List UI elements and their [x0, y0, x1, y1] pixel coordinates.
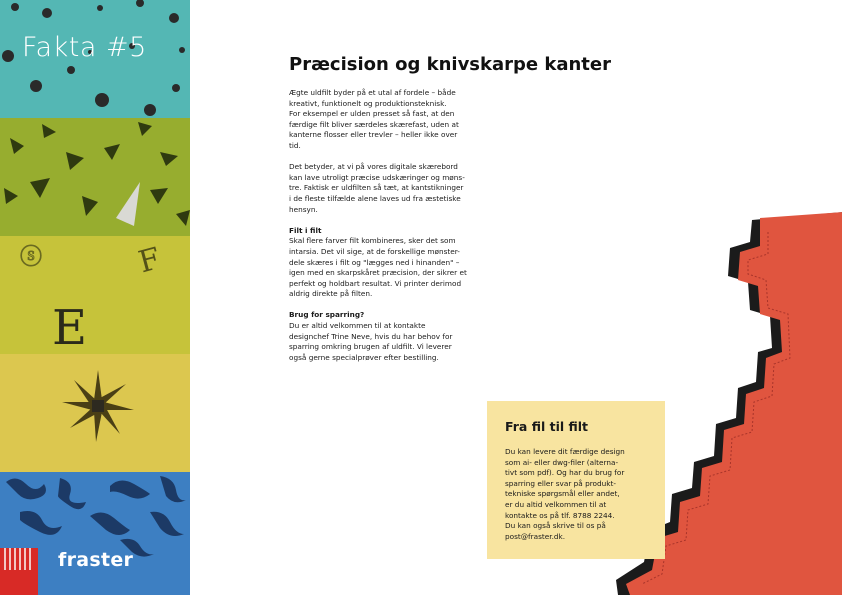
- line: også gerne specialprøver efter bestilling.: [289, 352, 439, 362]
- cut-shapes-felt-photo: [0, 118, 190, 236]
- paragraph: [289, 88, 504, 152]
- line: tid.: [289, 140, 301, 150]
- line: kreativt, funktionelt og produktionsteknisk.: [289, 98, 447, 108]
- paragraph: [289, 226, 504, 300]
- line: kontakte os på tlf. 8788 2244.: [505, 510, 615, 520]
- line: Skal flere farver filt kombineres, sker det som: [289, 236, 456, 246]
- paragraph: [289, 310, 504, 363]
- paragraph: [289, 162, 504, 215]
- article-body: [289, 88, 504, 374]
- svg-text:E: E: [52, 300, 88, 354]
- line: kanterne flosser eller trevler – heller ikke over: [289, 130, 458, 140]
- brand-logo: [0, 548, 190, 595]
- page-title: Præcision og knivskarpe kanter: [289, 54, 611, 75]
- line: igen med en skarpskåret præcision, der sikrer et: [289, 268, 467, 278]
- line: Det betyder, at vi på vores digitale skærebord: [289, 162, 458, 172]
- fakta-label: Fakta #5: [22, 32, 147, 63]
- paragraph-heading: Brug for sparring?: [289, 310, 365, 320]
- line: er du altid velkommen til at: [505, 499, 607, 509]
- logo-mark-icon: [0, 548, 38, 595]
- line: sparring eller svar på produkt-: [505, 478, 616, 488]
- engraved-letters-felt-photo: [0, 236, 190, 354]
- line: i de fleste tilfælde alene laves ud fra æstetiske: [289, 193, 461, 203]
- callout-title: Fra fil til filt: [505, 419, 589, 434]
- line: aldrig direkte på filten.: [289, 289, 373, 299]
- line: som ai- eller dwg-filer (alterna-: [505, 457, 619, 467]
- line: Du kan også skrive til os på: [505, 521, 606, 531]
- line: tivt som pdf). Og har du brug for: [505, 468, 625, 478]
- line: sparring omkring brugen af uldfilt. Vi leverer: [289, 342, 452, 352]
- line: tekniske spørgsmål eller andet,: [505, 489, 620, 499]
- svg-text:ⓢ: ⓢ: [20, 245, 43, 270]
- line: post@fraster.dk.: [505, 531, 566, 541]
- line: kan lave utroligt præcise udskæringer og møns-: [289, 172, 465, 182]
- line: intarsia. Det vil sige, at de forskellige mønster-: [289, 246, 460, 256]
- star-cut-felt-photo: [0, 354, 190, 472]
- brand-name: fraster: [58, 549, 134, 571]
- line: færdige filt bliver særdeles skærefast, uden at: [289, 119, 459, 129]
- line: dele skæres i filt og "lægges ned i hinanden" –: [289, 257, 460, 267]
- line: perfekt og holdbart resultat. Vi printer derimod: [289, 278, 462, 288]
- line: Du er altid velkommen til at kontakte: [289, 321, 426, 331]
- callout-body: [505, 447, 653, 542]
- line: Ægte uldfilt byder på et utal af fordele – både: [289, 88, 456, 97]
- line: Du kan levere dit færdige design: [505, 447, 625, 456]
- paragraph-heading: Filt i filt: [289, 225, 322, 235]
- line: designchef Trine Neve, hvis du har behov for: [289, 331, 453, 341]
- photo-strip: [0, 0, 190, 595]
- callout-box: [487, 401, 665, 559]
- line: For eksempel er ulden presset så fast, at den: [289, 109, 455, 119]
- svg-text:F: F: [135, 241, 165, 281]
- line: hensyn.: [289, 204, 318, 214]
- line: tre. Faktisk er uldfilten så tæt, at kantstikninger: [289, 183, 464, 193]
